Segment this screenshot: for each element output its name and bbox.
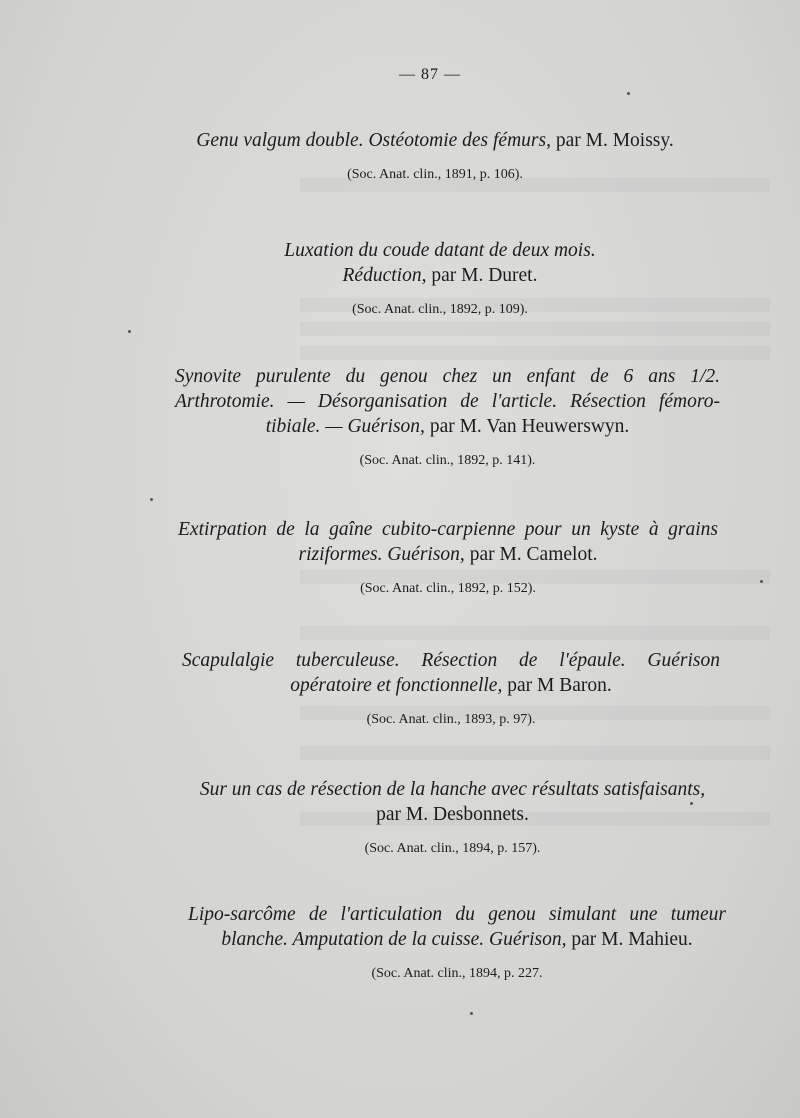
entry-reference: (Soc. Anat. clin., 1894, p. 227. — [371, 966, 543, 981]
page-number: — 87 — — [399, 66, 461, 83]
speck — [470, 1012, 473, 1015]
bleed-through — [300, 746, 770, 760]
speck — [627, 92, 630, 95]
entry-author: par M. Mahieu. — [566, 929, 693, 950]
entry-reference: (Soc. Anat. clin., 1893, p. 97). — [366, 712, 536, 727]
speck — [150, 498, 153, 501]
bibliography-entry — [175, 364, 720, 469]
bibliography-entry — [180, 128, 690, 183]
entry-reference: (Soc. Anat. clin., 1892, p. 152). — [360, 581, 536, 596]
entry-author: par M. Desbonnets. — [376, 804, 529, 825]
entry-title-italic: Sur un cas de résection de la hanche avec résultats satisfaisants, — [199, 779, 706, 800]
entry-title-italic: Synovite purulente du genou chez un enfant de 6 ans 1/2. Arthrotomie. — Désorganisation de l'article. Résection fémoro-tibiale. — Guérison, — [175, 366, 720, 437]
bibliography-entry — [180, 777, 725, 857]
entry-reference: (Soc. Anat. clin., 1891, p. 106). — [347, 167, 523, 182]
bibliography-entry — [182, 648, 720, 728]
entry-title-italic: Scapulalgie tuberculeuse. Résection de l'épaule. Guérison opératoire et fonctionnelle, — [182, 650, 720, 696]
entry-title — [220, 238, 660, 288]
entry-author: par M. Camelot. — [464, 544, 598, 565]
entry-title — [180, 777, 725, 827]
entry-title-italic: Extirpation de la gaîne cubito-carpienne pour un kyste à grains riziformes. Guérison, — [178, 519, 718, 565]
entry-title-italic: Réduction, — [342, 265, 427, 286]
bibliography-entry — [188, 902, 726, 982]
entry-reference: (Soc. Anat. clin., 1892, p. 141). — [359, 453, 536, 468]
bibliography-entry — [220, 238, 660, 318]
entry-reference: (Soc. Anat. clin., 1894, p. 157). — [364, 841, 541, 856]
entry-title-italic: Genu valgum double. Ostéotomie des fémurs, — [196, 130, 551, 151]
bleed-through — [300, 626, 770, 640]
bibliography-entry — [178, 517, 718, 597]
speck — [760, 580, 763, 583]
entry-title-italic-line: Luxation du coude datant de deux mois. — [284, 240, 596, 261]
bleed-through — [300, 346, 770, 360]
entry-title — [180, 128, 690, 153]
entry-title — [188, 902, 726, 952]
entry-title-italic: Lipo-sarcôme de l'articulation du genou simulant une tumeur blanche. Amputation de la cuisse. Guérison, — [188, 904, 726, 950]
entry-author: par M Baron. — [502, 675, 612, 696]
speck — [128, 330, 131, 333]
entry-author: par M. Duret. — [426, 265, 538, 286]
entry-reference: (Soc. Anat. clin., 1892, p. 109). — [352, 302, 528, 317]
entry-title — [175, 364, 720, 439]
entry-author: par M. Van Heuwerswyn. — [424, 416, 630, 437]
entry-author: par M. Moissy. — [550, 130, 674, 151]
entry-title — [182, 648, 720, 698]
entry-title — [178, 517, 718, 567]
bleed-through — [300, 322, 770, 336]
